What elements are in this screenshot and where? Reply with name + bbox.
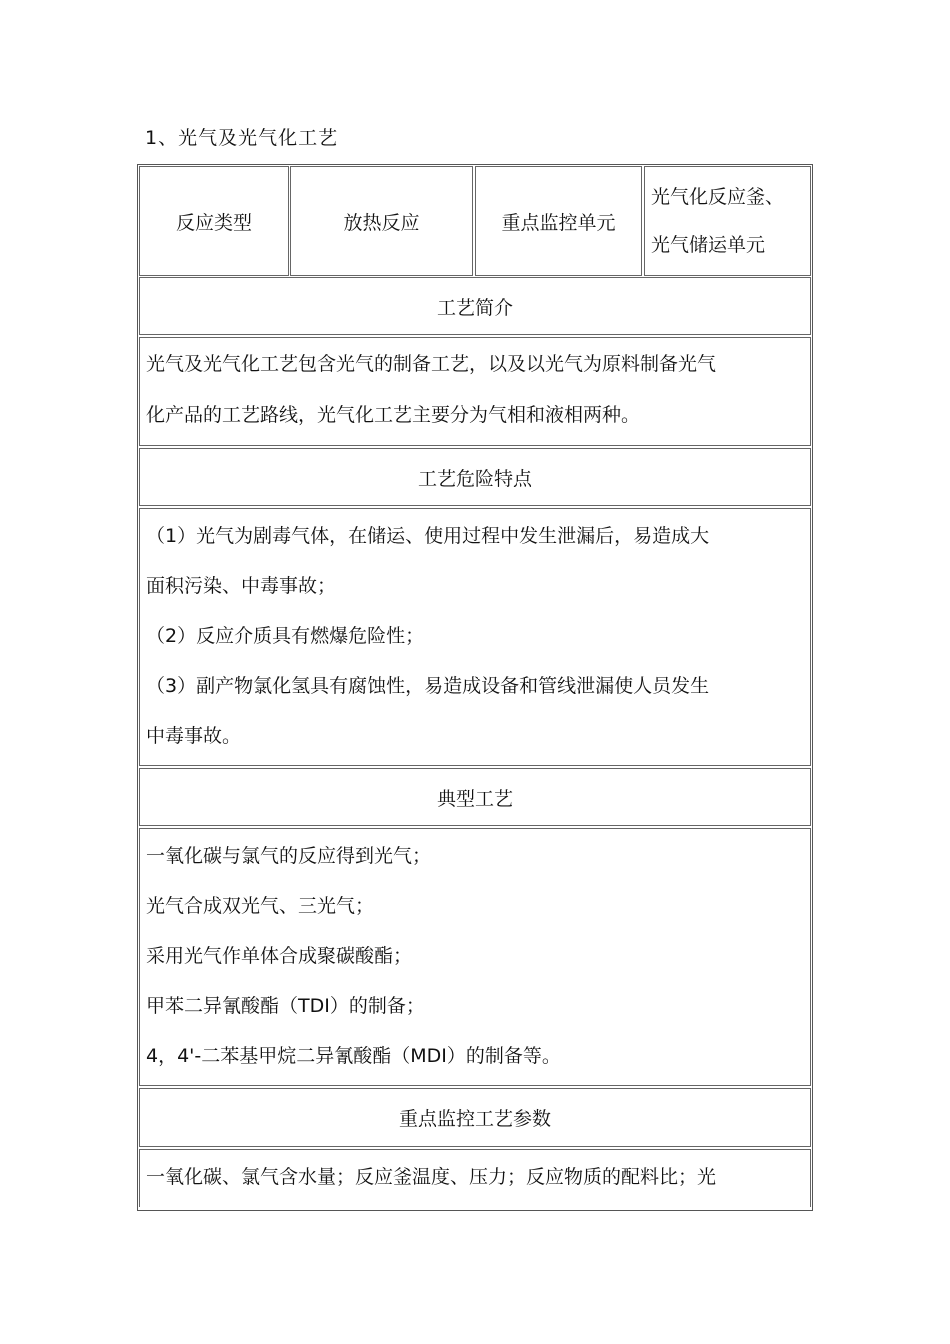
- reaction-type-label: 反应类型: [175, 211, 252, 234]
- reaction-type-value-cell: [290, 166, 473, 276]
- typical-content-row: [139, 828, 811, 1086]
- hazard-content-row: [139, 508, 811, 766]
- monitor-unit-label-cell: [475, 166, 642, 276]
- intro-line: 化产品的工艺路线，光气化工艺主要分为气相和液相两种。: [146, 404, 641, 426]
- intro-content-row: [139, 337, 811, 446]
- reaction-type-value: 放热反应: [343, 211, 420, 234]
- monitor-unit-value-cell: [644, 166, 811, 276]
- intro-title-row: [139, 277, 811, 335]
- params-content-row: [139, 1149, 811, 1207]
- params-line: 一氧化碳、氯气含水量；反应釜温度、压力；反应物质的配料比；光: [146, 1166, 717, 1188]
- typical-line: 4，4'-二苯基甲烷二异氰酸酯（MDI）的制备等。: [146, 1045, 561, 1067]
- params-title: 重点监控工艺参数: [398, 1108, 551, 1130]
- typical-line: 一氧化碳与氯气的反应得到光气；: [146, 845, 432, 867]
- hazard-line: 中毒事故。: [146, 725, 242, 747]
- monitor-unit-label: 重点监控单元: [501, 211, 616, 234]
- process-table: [137, 164, 813, 1211]
- typical-line: 甲苯二异氰酸酯（TDI）的制备；: [146, 995, 425, 1017]
- hazard-line: （3）副产物氯化氢具有腐蚀性，易造成设备和管线泄漏使人员发生: [146, 675, 710, 697]
- typical-title: 典型工艺: [436, 787, 513, 810]
- hazard-line: （2）反应介质具有燃爆危险性；: [146, 625, 425, 647]
- typical-title-row: [139, 768, 811, 826]
- monitor-unit-line: 光气化反应釜、: [651, 186, 785, 208]
- hazard-line: （1）光气为剧毒气体，在储运、使用过程中发生泄漏后，易造成大: [146, 525, 710, 547]
- hazard-title: 工艺危险特点: [417, 467, 532, 490]
- reaction-type-label-cell: [139, 166, 289, 276]
- section-heading: 1、光气及光气化工艺: [145, 127, 339, 149]
- typical-line: 采用光气作单体合成聚碳酸酯；: [146, 945, 413, 967]
- params-title-row: [139, 1088, 811, 1147]
- hazard-title-row: [139, 448, 811, 506]
- intro-line: 光气及光气化工艺包含光气的制备工艺，以及以光气为原料制备光气: [146, 353, 717, 375]
- typical-line: 光气合成双光气、三光气；: [146, 895, 375, 917]
- hazard-line: 面积污染、中毒事故；: [146, 575, 337, 597]
- intro-title: 工艺简介: [436, 296, 513, 319]
- monitor-unit-line: 光气储运单元: [651, 234, 766, 256]
- summary-row: [139, 166, 811, 276]
